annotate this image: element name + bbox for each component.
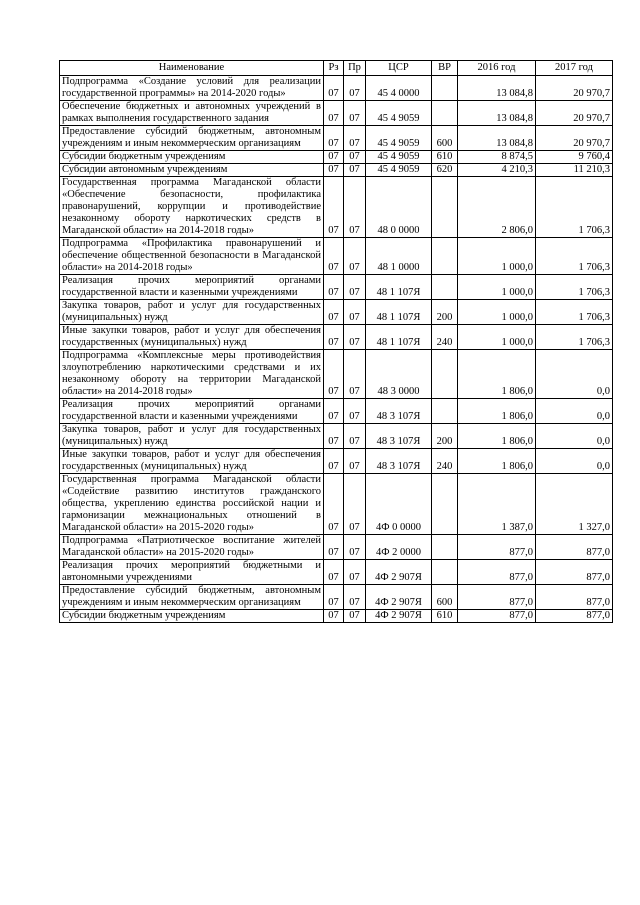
row-rz: 07 bbox=[324, 474, 344, 535]
table-row bbox=[60, 474, 613, 535]
row-rz: 07 bbox=[324, 177, 344, 238]
row-vr bbox=[432, 350, 458, 399]
row-csr: 48 0 0000 bbox=[366, 177, 432, 238]
row-pr: 07 bbox=[344, 151, 366, 164]
row-rz: 07 bbox=[324, 151, 344, 164]
row-pr: 07 bbox=[344, 350, 366, 399]
row-pr: 07 bbox=[344, 325, 366, 350]
row-pr: 07 bbox=[344, 164, 366, 177]
row-rz: 07 bbox=[324, 424, 344, 449]
row-amount-2016: 877,0 bbox=[458, 610, 536, 623]
table-row bbox=[60, 585, 613, 610]
row-amount-2017: 0,0 bbox=[536, 424, 613, 449]
row-amount-2016: 1 806,0 bbox=[458, 449, 536, 474]
row-vr: 610 bbox=[432, 151, 458, 164]
row-amount-2017: 1 706,3 bbox=[536, 238, 613, 275]
table-row bbox=[60, 424, 613, 449]
row-name: Субсидии бюджетным учреждениям bbox=[60, 610, 324, 623]
row-amount-2016: 2 806,0 bbox=[458, 177, 536, 238]
row-vr: 620 bbox=[432, 164, 458, 177]
row-amount-2016: 8 874,5 bbox=[458, 151, 536, 164]
row-name: Обеспечение бюджетных и автономных учреждений в рамках выполнения государственного задания bbox=[60, 101, 324, 126]
row-amount-2016: 1 000,0 bbox=[458, 275, 536, 300]
row-csr: 4Ф 0 0000 bbox=[366, 474, 432, 535]
row-vr: 240 bbox=[432, 449, 458, 474]
row-pr: 07 bbox=[344, 449, 366, 474]
row-csr: 4Ф 2 907Я bbox=[366, 585, 432, 610]
table-row bbox=[60, 177, 613, 238]
row-vr bbox=[432, 399, 458, 424]
header-csr: ЦСР bbox=[366, 61, 432, 76]
row-amount-2017: 1 706,3 bbox=[536, 325, 613, 350]
row-csr: 48 1 107Я bbox=[366, 275, 432, 300]
budget-table bbox=[59, 60, 613, 623]
row-rz: 07 bbox=[324, 126, 344, 151]
table-row bbox=[60, 275, 613, 300]
row-vr bbox=[432, 474, 458, 535]
row-pr: 07 bbox=[344, 101, 366, 126]
row-pr: 07 bbox=[344, 535, 366, 560]
row-amount-2016: 1 806,0 bbox=[458, 424, 536, 449]
row-name: Государственная программа Магаданской области «Содействие развитию институтов гражданского общества, укреплению единства российской нации и гармонизации межнациональных отношений в Магаданской области» на 2015-2020 годы» bbox=[60, 474, 324, 535]
row-csr: 48 1 107Я bbox=[366, 300, 432, 325]
row-pr: 07 bbox=[344, 177, 366, 238]
table-row bbox=[60, 449, 613, 474]
row-amount-2016: 4 210,3 bbox=[458, 164, 536, 177]
table-row bbox=[60, 101, 613, 126]
table-row bbox=[60, 164, 613, 177]
row-rz: 07 bbox=[324, 399, 344, 424]
row-name: Подпрограмма «Профилактика правонарушений и обеспечение общественной безопасности в Магаданской области» на 2014-2018 годы» bbox=[60, 238, 324, 275]
header-pr: Пр bbox=[344, 61, 366, 76]
row-csr: 45 4 9059 bbox=[366, 164, 432, 177]
table-row bbox=[60, 325, 613, 350]
row-rz: 07 bbox=[324, 325, 344, 350]
header-vr: ВР bbox=[432, 61, 458, 76]
row-pr: 07 bbox=[344, 424, 366, 449]
row-name: Закупка товаров, работ и услуг для государственных (муниципальных) нужд bbox=[60, 300, 324, 325]
row-amount-2017: 1 706,3 bbox=[536, 300, 613, 325]
row-csr: 48 3 0000 bbox=[366, 350, 432, 399]
row-rz: 07 bbox=[324, 275, 344, 300]
row-pr: 07 bbox=[344, 474, 366, 535]
row-pr: 07 bbox=[344, 76, 366, 101]
row-vr bbox=[432, 76, 458, 101]
table-row bbox=[60, 151, 613, 164]
table-row bbox=[60, 76, 613, 101]
row-pr: 07 bbox=[344, 610, 366, 623]
row-name: Подпрограмма «Патриотическое воспитание жителей Магаданской области» на 2015-2020 годы» bbox=[60, 535, 324, 560]
row-rz: 07 bbox=[324, 164, 344, 177]
row-vr bbox=[432, 238, 458, 275]
table-row bbox=[60, 300, 613, 325]
row-amount-2017: 20 970,7 bbox=[536, 101, 613, 126]
row-csr: 4Ф 2 907Я bbox=[366, 610, 432, 623]
row-vr: 240 bbox=[432, 325, 458, 350]
table-row bbox=[60, 560, 613, 585]
row-csr: 45 4 9059 bbox=[366, 126, 432, 151]
row-vr: 200 bbox=[432, 300, 458, 325]
row-rz: 07 bbox=[324, 76, 344, 101]
row-amount-2016: 13 084,8 bbox=[458, 101, 536, 126]
row-name: Субсидии автономным учреждениям bbox=[60, 164, 324, 177]
row-vr bbox=[432, 535, 458, 560]
row-name: Подпрограмма «Создание условий для реализации государственной программы» на 2014-2020 годы» bbox=[60, 76, 324, 101]
row-amount-2016: 877,0 bbox=[458, 585, 536, 610]
row-pr: 07 bbox=[344, 560, 366, 585]
row-vr bbox=[432, 275, 458, 300]
row-amount-2017: 0,0 bbox=[536, 350, 613, 399]
table-row bbox=[60, 350, 613, 399]
row-csr: 4Ф 2 907Я bbox=[366, 560, 432, 585]
row-name: Государственная программа Магаданской области «Обеспечение безопасности, профилактика правонарушений, коррупции и противодействие незаконному обороту наркотических средств в Магаданской области» на 2014-2018 годы» bbox=[60, 177, 324, 238]
row-vr: 200 bbox=[432, 424, 458, 449]
row-pr: 07 bbox=[344, 238, 366, 275]
row-amount-2017: 1 327,0 bbox=[536, 474, 613, 535]
row-vr: 600 bbox=[432, 126, 458, 151]
row-amount-2017: 20 970,7 bbox=[536, 76, 613, 101]
row-csr: 45 4 0000 bbox=[366, 76, 432, 101]
row-pr: 07 bbox=[344, 399, 366, 424]
row-csr: 48 1 0000 bbox=[366, 238, 432, 275]
row-amount-2016: 877,0 bbox=[458, 535, 536, 560]
row-name: Иные закупки товаров, работ и услуг для обеспечения государственных (муниципальных) нужд bbox=[60, 449, 324, 474]
table-row bbox=[60, 535, 613, 560]
header-name: Наименование bbox=[60, 61, 324, 76]
row-pr: 07 bbox=[344, 300, 366, 325]
row-rz: 07 bbox=[324, 238, 344, 275]
header-rz: Рз bbox=[324, 61, 344, 76]
row-amount-2017: 1 706,3 bbox=[536, 177, 613, 238]
row-rz: 07 bbox=[324, 449, 344, 474]
row-name: Реализация прочих мероприятий органами государственной власти и казенными учреждениями bbox=[60, 399, 324, 424]
row-name: Предоставление субсидий бюджетным, автономным учреждениям и иным некоммерческим организациям bbox=[60, 585, 324, 610]
row-amount-2016: 1 806,0 bbox=[458, 350, 536, 399]
row-amount-2017: 11 210,3 bbox=[536, 164, 613, 177]
table-row bbox=[60, 126, 613, 151]
row-vr bbox=[432, 177, 458, 238]
row-csr: 4Ф 2 0000 bbox=[366, 535, 432, 560]
table-row bbox=[60, 238, 613, 275]
row-name: Субсидии бюджетным учреждениям bbox=[60, 151, 324, 164]
row-rz: 07 bbox=[324, 610, 344, 623]
row-amount-2017: 877,0 bbox=[536, 610, 613, 623]
row-amount-2016: 1 387,0 bbox=[458, 474, 536, 535]
header-2016: 2016 год bbox=[458, 61, 536, 76]
row-name: Подпрограмма «Комплексные меры противодействия злоупотреблению наркотическими средствами и их незаконному обороту на территории Магаданской области» на 2014-2018 годы» bbox=[60, 350, 324, 399]
row-amount-2017: 20 970,7 bbox=[536, 126, 613, 151]
row-rz: 07 bbox=[324, 535, 344, 560]
row-vr: 600 bbox=[432, 585, 458, 610]
row-rz: 07 bbox=[324, 560, 344, 585]
row-amount-2017: 0,0 bbox=[536, 399, 613, 424]
row-csr: 48 3 107Я bbox=[366, 424, 432, 449]
row-pr: 07 bbox=[344, 126, 366, 151]
row-csr: 48 3 107Я bbox=[366, 449, 432, 474]
row-vr bbox=[432, 560, 458, 585]
row-amount-2016: 13 084,8 bbox=[458, 76, 536, 101]
row-amount-2017: 0,0 bbox=[536, 449, 613, 474]
row-csr: 45 4 9059 bbox=[366, 151, 432, 164]
header-2017: 2017 год bbox=[536, 61, 613, 76]
row-rz: 07 bbox=[324, 101, 344, 126]
table-header-row bbox=[60, 61, 613, 76]
row-amount-2016: 1 000,0 bbox=[458, 325, 536, 350]
row-csr: 45 4 9059 bbox=[366, 101, 432, 126]
row-pr: 07 bbox=[344, 585, 366, 610]
row-rz: 07 bbox=[324, 350, 344, 399]
table-row bbox=[60, 399, 613, 424]
row-rz: 07 bbox=[324, 585, 344, 610]
row-csr: 48 1 107Я bbox=[366, 325, 432, 350]
row-name: Предоставление субсидий бюджетным, автономным учреждениям и иным некоммерческим организациям bbox=[60, 126, 324, 151]
table-row bbox=[60, 610, 613, 623]
row-amount-2016: 877,0 bbox=[458, 560, 536, 585]
row-amount-2017: 877,0 bbox=[536, 560, 613, 585]
row-csr: 48 3 107Я bbox=[366, 399, 432, 424]
row-amount-2017: 877,0 bbox=[536, 535, 613, 560]
row-amount-2016: 1 000,0 bbox=[458, 300, 536, 325]
row-amount-2017: 9 760,4 bbox=[536, 151, 613, 164]
row-rz: 07 bbox=[324, 300, 344, 325]
row-name: Реализация прочих мероприятий органами государственной власти и казенными учреждениями bbox=[60, 275, 324, 300]
row-amount-2016: 13 084,8 bbox=[458, 126, 536, 151]
row-amount-2017: 1 706,3 bbox=[536, 275, 613, 300]
row-vr: 610 bbox=[432, 610, 458, 623]
row-vr bbox=[432, 101, 458, 126]
row-name: Закупка товаров, работ и услуг для государственных (муниципальных) нужд bbox=[60, 424, 324, 449]
row-amount-2016: 1 000,0 bbox=[458, 238, 536, 275]
row-name: Иные закупки товаров, работ и услуг для обеспечения государственных (муниципальных) нужд bbox=[60, 325, 324, 350]
row-amount-2016: 1 806,0 bbox=[458, 399, 536, 424]
row-pr: 07 bbox=[344, 275, 366, 300]
row-name: Реализация прочих мероприятий бюджетными и автономными учреждениями bbox=[60, 560, 324, 585]
row-amount-2017: 877,0 bbox=[536, 585, 613, 610]
